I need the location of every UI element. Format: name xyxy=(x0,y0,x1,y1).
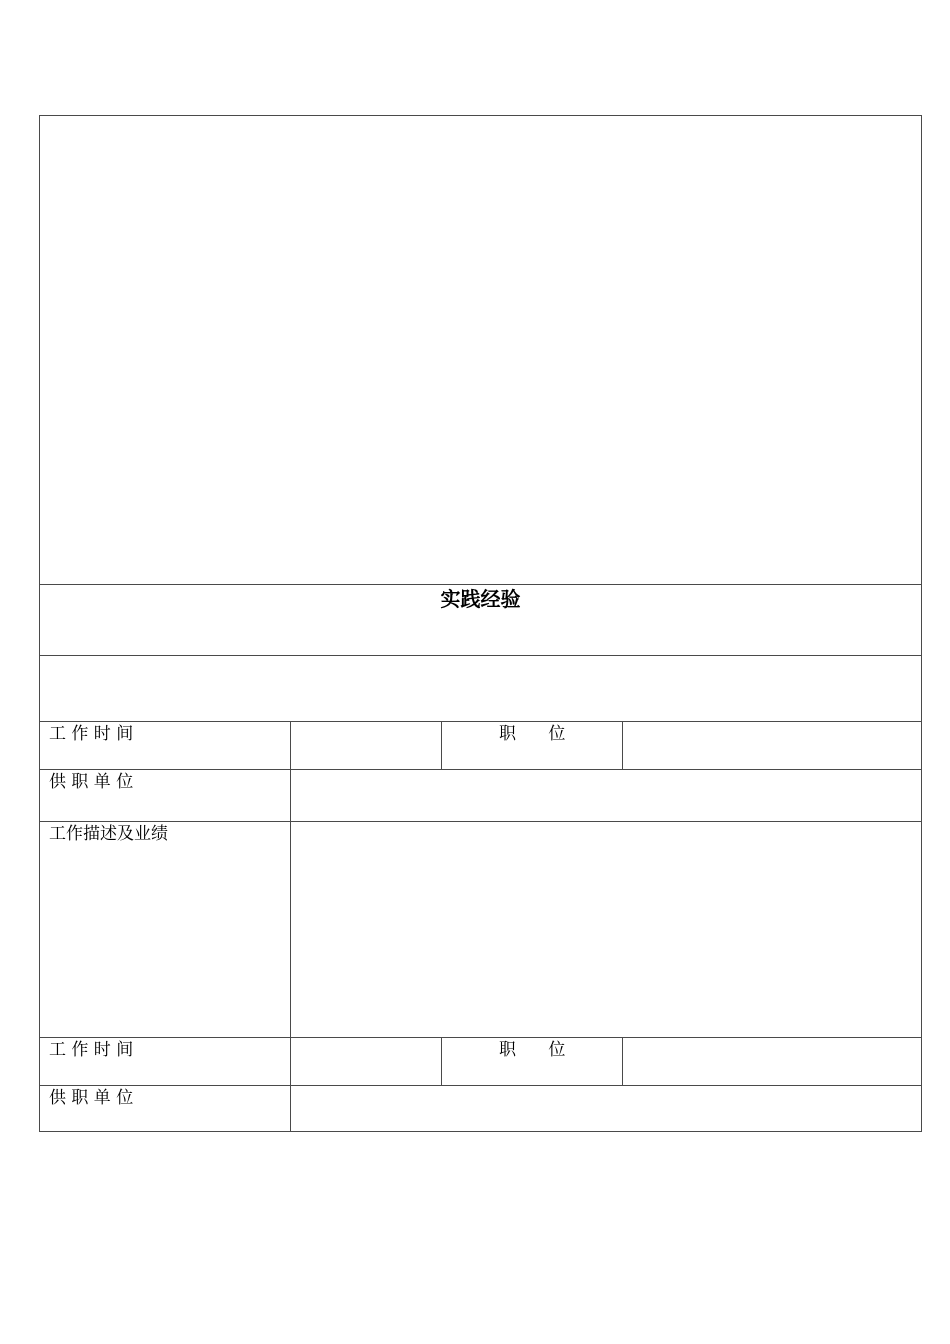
description-value[interactable] xyxy=(291,822,921,1037)
position-label: 职 位 xyxy=(499,724,566,744)
work-time-value[interactable] xyxy=(291,722,441,769)
blank-row[interactable] xyxy=(40,656,921,720)
description-label: 工作描述及业绩 xyxy=(49,824,168,844)
work-time-label: 工 作 时 间 xyxy=(49,724,134,744)
position-label: 职 位 xyxy=(499,1040,566,1060)
divider xyxy=(40,584,921,585)
resume-table xyxy=(39,115,922,1132)
position-value[interactable] xyxy=(623,722,921,769)
section-title: 实践经验 xyxy=(440,587,521,611)
employer-label: 供 职 单 位 xyxy=(49,1088,134,1108)
blank-content-area[interactable] xyxy=(40,116,921,584)
column-divider xyxy=(441,1037,442,1085)
work-time-value[interactable] xyxy=(291,1038,441,1085)
column-divider xyxy=(441,721,442,769)
work-time-label: 工 作 时 间 xyxy=(49,1040,134,1060)
employer-value[interactable] xyxy=(291,770,921,821)
employer-label: 供 职 单 位 xyxy=(49,772,134,792)
employer-value[interactable] xyxy=(291,1086,921,1132)
position-value[interactable] xyxy=(623,1038,921,1085)
